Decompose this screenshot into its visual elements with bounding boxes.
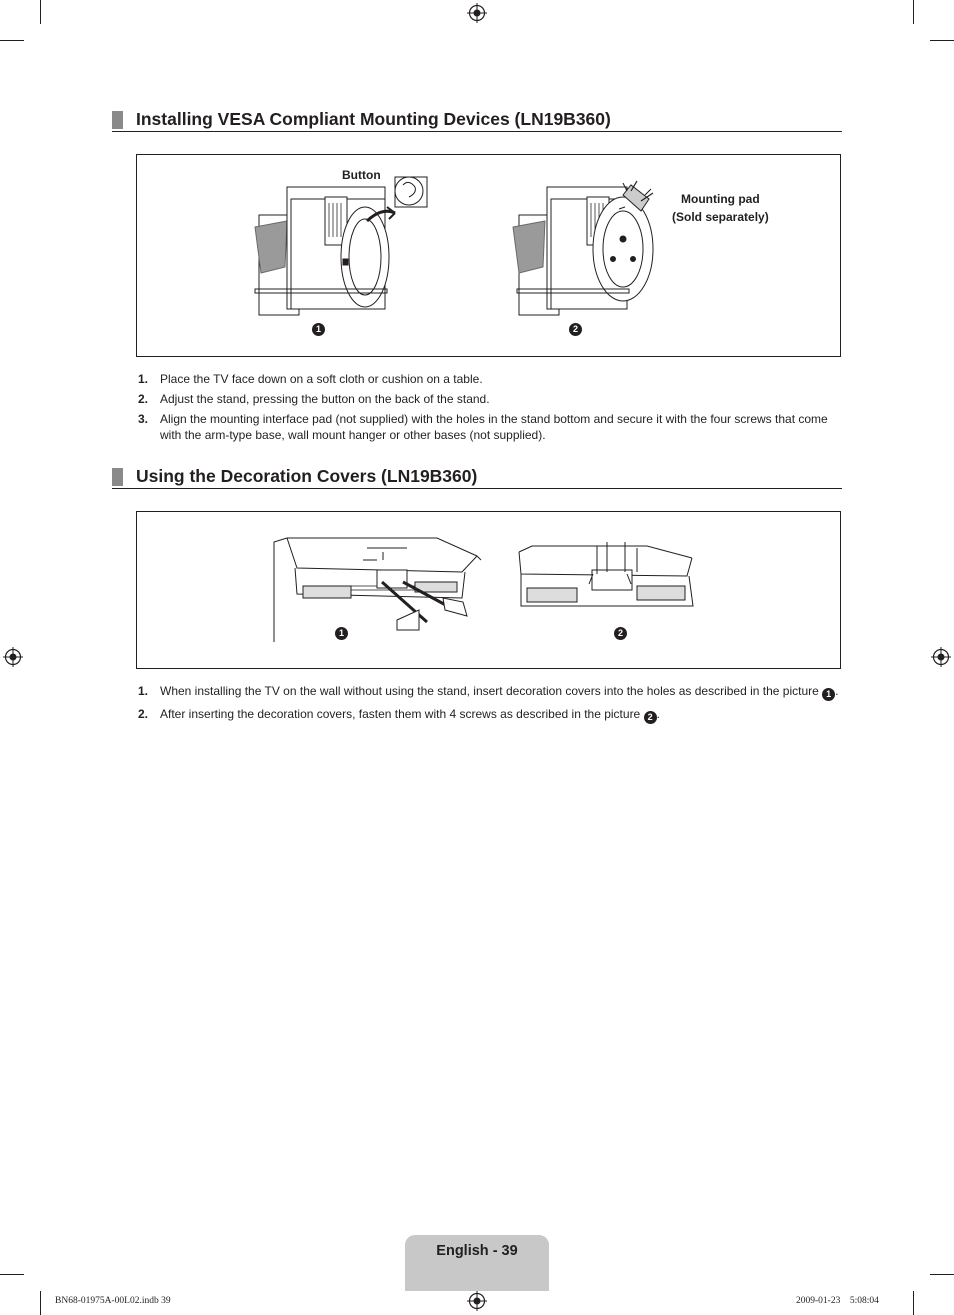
figure-marker-2: 2 (614, 627, 627, 640)
figure-decoration-covers (136, 511, 841, 669)
title-bar-marker (112, 468, 123, 486)
steps-list-vesa (136, 371, 846, 447)
crop-mark (930, 40, 954, 41)
figure-vesa-mounting (136, 154, 841, 357)
print-timestamp: 2009-01-23 5:08:04 (796, 1296, 879, 1306)
page-number-tab (405, 1235, 549, 1291)
decoration-cover-illustration (137, 512, 840, 668)
crop-mark (930, 1274, 954, 1275)
registration-mark-icon (467, 3, 487, 23)
tv-stand-illustration (137, 155, 840, 356)
list-item: 1. When installing the TV on the wall without using the stand, insert decoration covers into the holes as described in the picture 1 . (138, 684, 839, 699)
list-item: 3. Align the mounting interface pad (not supplied) with the holes in the stand bottom and secure it with the four screws that come with the arm-type base, wall mount hanger or other bases (not supplied). (138, 412, 828, 442)
page-number: English - 39 (436, 1243, 518, 1259)
section-heading: Using the Decoration Covers (LN19B360) (136, 466, 478, 486)
crop-mark (913, 0, 914, 24)
picture-ref-marker: 1 (822, 688, 835, 701)
crop-mark (0, 40, 24, 41)
label-mounting-pad: Mounting pad (Sold separately) (672, 192, 769, 224)
steps-list-decoration (136, 683, 846, 728)
crop-mark (40, 0, 41, 24)
section-title-decoration (112, 466, 842, 489)
figure-marker-2: 2 (569, 323, 582, 336)
list-item: 1. Place the TV face down on a soft cloth or cushion on a table. (138, 372, 483, 386)
registration-mark-icon (3, 647, 23, 667)
crop-mark (40, 1291, 41, 1315)
page-title: Installing VESA Compliant Mounting Devices (LN19B360) (136, 109, 611, 129)
section-title-vesa (112, 109, 842, 132)
picture-ref-marker: 2 (644, 711, 657, 724)
registration-mark-icon (931, 647, 951, 667)
file-info: BN68-01975A-00L02.indb 39 (55, 1296, 171, 1306)
list-item: 2. After inserting the decoration covers, fasten them with 4 screws as described in the picture 2 . (138, 707, 660, 722)
title-bar-marker (112, 111, 123, 129)
list-item: 2. Adjust the stand, pressing the button on the back of the stand. (138, 392, 490, 406)
registration-mark-icon (467, 1291, 487, 1311)
figure-marker-1: 1 (335, 627, 348, 640)
figure-marker-1: 1 (312, 323, 325, 336)
crop-mark (913, 1291, 914, 1315)
crop-mark (0, 1274, 24, 1275)
label-button: Button (342, 168, 381, 182)
